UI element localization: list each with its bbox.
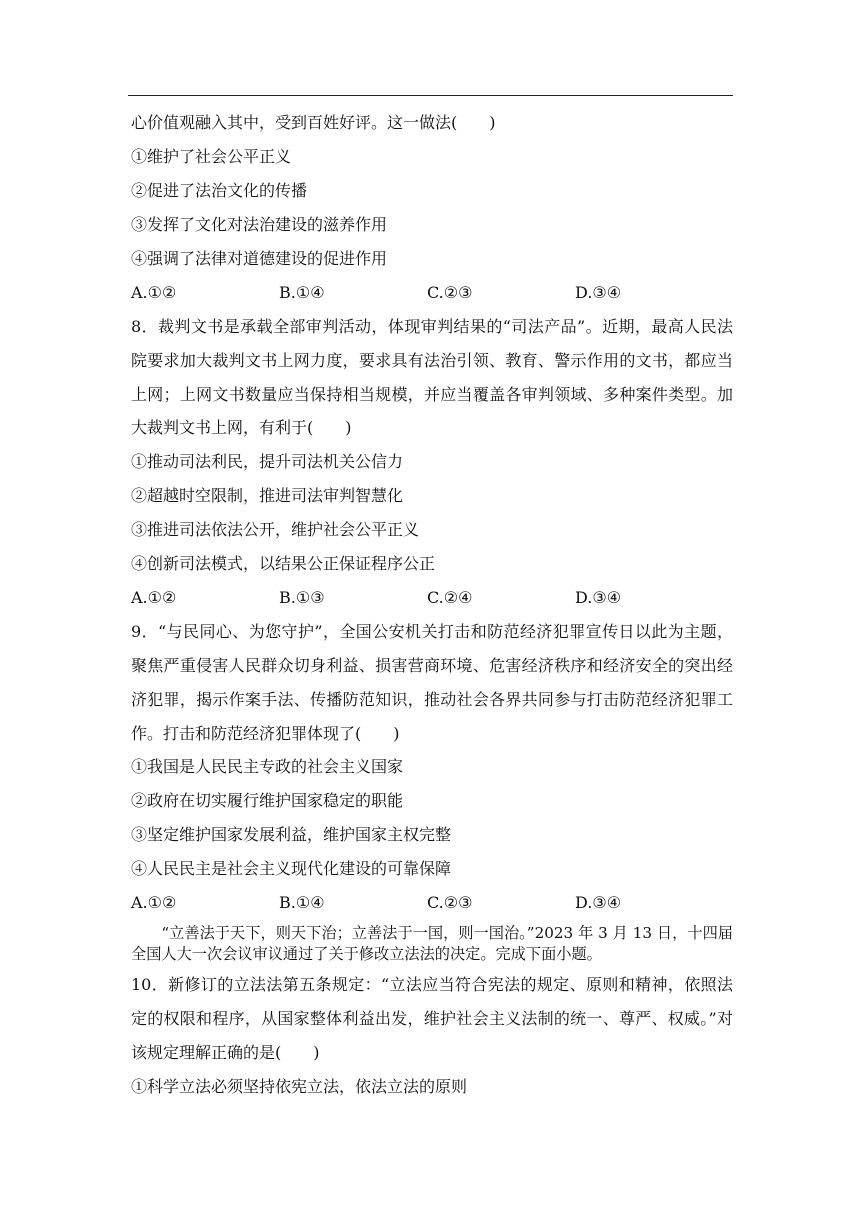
shared-material: “立善法于天下，则天下治；立善法于一国，则一国治。”2023 年 3 月 13 日，十四届全国人大一次会议审议通过了关于修改立法法的决定。完成下面小题。 [131, 924, 733, 964]
question-10 [131, 968, 733, 1103]
question-10-stem: 10．新修订的立法法第五条规定：“立法应当符合宪法的规定、原则和精神，依照法定的权限和程序，从国家整体利益出发，维护社会主义法制的统一、尊严、权威。”对该规定理解正确的是( ) [131, 975, 733, 1062]
header-rule [128, 95, 733, 96]
question-9-stem: 9．“与民同心、为您守护”，全国公安机关打击和防范经济犯罪宣传日以此为主题，聚焦严重侵害人民群众切身利益、损害营商环境、危害经济秩序和经济安全的突出经济犯罪，揭示作案手法、传播防范知识，推动社会各界共同参与打击防范经济犯罪工作。打击和防范经济犯罪体现了( ) [131, 622, 733, 743]
question-9-options [131, 886, 733, 920]
question-10-statement-1: ①科学立法必须坚持依宪立法，依法立法的原则 [131, 1076, 468, 1096]
question-9-option-d: D.③④ [575, 893, 622, 913]
question-8 [131, 310, 733, 615]
question-9-statement-1: ①我国是人民民主专政的社会主义国家 [131, 757, 404, 777]
question-9-statement-4: ④人民民主是社会主义现代化建设的可靠保障 [131, 859, 452, 879]
question-9-option-a: A.①② [131, 893, 177, 913]
question-7-statement-2: ②促进了法治文化的传播 [131, 181, 308, 200]
question-7-option-b: B.①④ [279, 283, 325, 302]
question-8-stem: 8．裁判文书是承载全部审判活动，体现审判结果的“司法产品”。近期，最高人民法院要求加大裁判文书上网力度，要求具有法治引领、教育、警示作用的文书，都应当上网；上网文书数量应当保持相当规模，并应当覆盖各审判领域、多种案件类型。加大裁判文书上网，有利于( ) [131, 317, 733, 438]
question-9-statement-2: ②政府在切实履行维护国家稳定的职能 [131, 791, 404, 811]
question-9-statement-3: ③坚定维护国家发展利益，维护国家主权完整 [131, 825, 452, 845]
question-7-stem-tail: 心价值观融入其中，受到百姓好评。这一做法( ) [131, 113, 496, 132]
question-8-statement-3: ③推进司法依法公开，维护社会公平正义 [131, 520, 420, 540]
question-9-option-c: C.②③ [427, 893, 473, 913]
question-9-option-b: B.①④ [279, 893, 325, 913]
question-8-option-b: B.①③ [279, 588, 325, 608]
question-8-statement-2: ②超越时空限制，推进司法审判智慧化 [131, 486, 404, 506]
page-content [131, 106, 733, 1104]
question-7-option-c: C.②③ [427, 283, 473, 302]
question-9 [131, 615, 733, 920]
question-8-option-d: D.③④ [575, 588, 622, 608]
question-8-option-a: A.①② [131, 588, 177, 608]
question-8-statement-1: ①推动司法利民，提升司法机关公信力 [131, 452, 404, 472]
question-8-statement-4: ④创新司法模式，以结果公正保证程序公正 [131, 554, 436, 574]
question-7-option-a: A.①② [131, 283, 177, 302]
question-7-statement-4: ④强调了法律对道德建设的促进作用 [131, 249, 388, 268]
question-7-options [131, 276, 733, 310]
question-8-option-c: C.②④ [427, 588, 473, 608]
question-7-statement-3: ③发挥了文化对法治建设的滋养作用 [131, 215, 388, 234]
question-7 [131, 106, 733, 310]
question-7-statement-1: ①维护了社会公平正义 [131, 147, 292, 166]
question-8-options [131, 581, 733, 615]
question-7-option-d: D.③④ [575, 283, 622, 302]
